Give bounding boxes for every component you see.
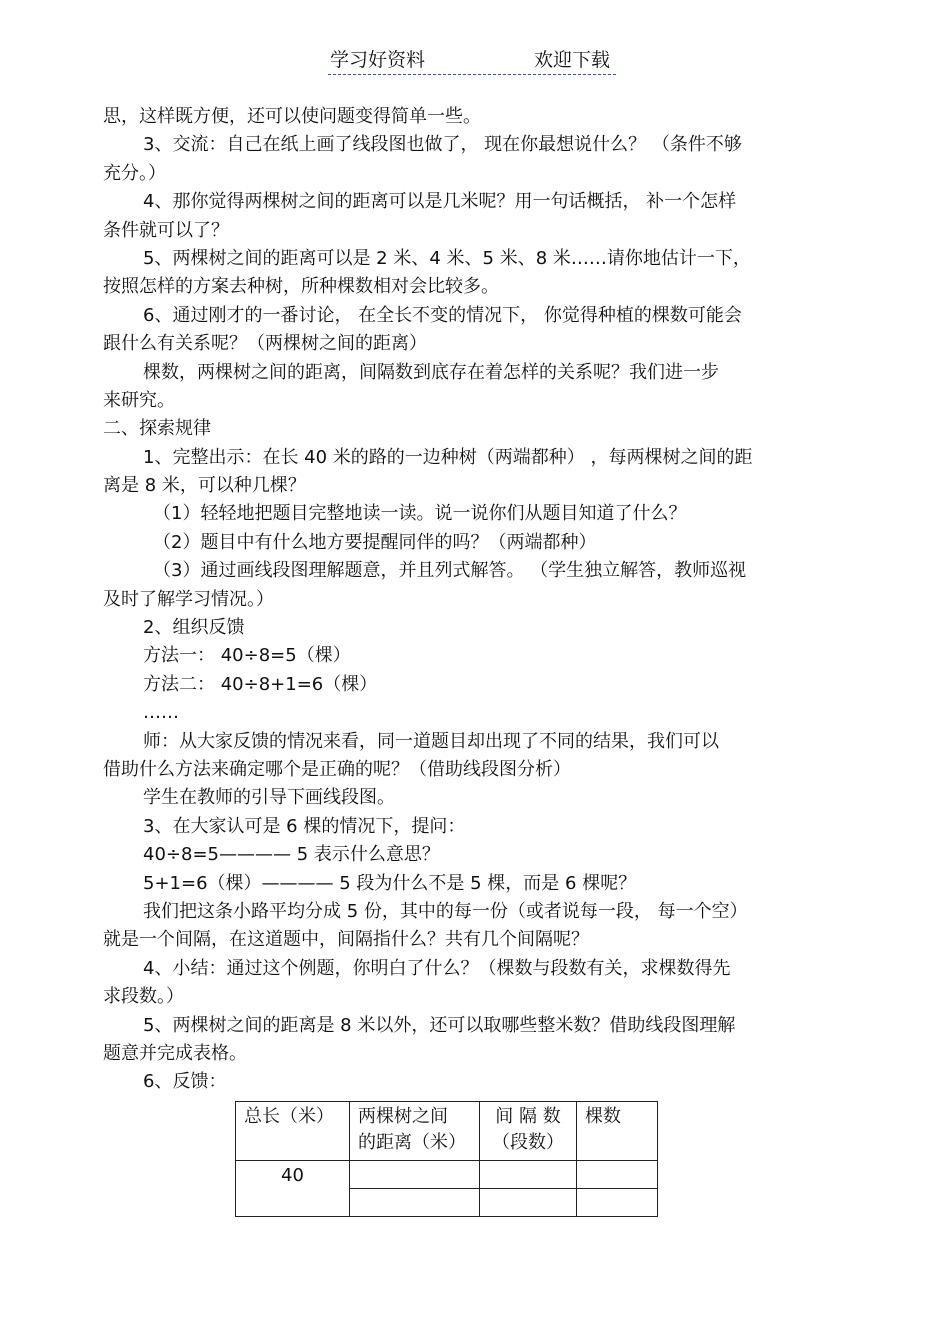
text-line: 学生在教师的引导下画线段图。: [143, 787, 395, 809]
text-line: 师：从大家反馈的情况来看，同一道题目却出现了不同的结果，我们可以: [143, 730, 719, 752]
table-cell: [350, 1189, 480, 1217]
text-line: ……: [143, 702, 179, 724]
text-line: 跟什么有关系呢？（两棵树之间的距离）: [103, 333, 427, 355]
table-row: [236, 1161, 658, 1189]
text-line: 6、反馈：: [143, 1071, 227, 1093]
text-line: （1）轻轻地把题目完整地读一读。说一说你们从题目知道了什么？: [153, 503, 687, 525]
header-line: （段数）: [492, 1132, 564, 1153]
total-length-cell: 40: [236, 1161, 350, 1217]
header-line: 棵数: [585, 1106, 621, 1127]
text-line: 充分。）: [103, 162, 166, 184]
text-line: 棵数，两棵树之间的距离，间隔数到底存在着怎样的关系呢？我们进一步: [143, 361, 719, 383]
text-line: 2、组织反馈: [143, 617, 245, 639]
text-line: 题意并完成表格。: [103, 1042, 247, 1064]
table-header-cell: [577, 1102, 658, 1161]
text-line: 4、那你觉得两棵树之间的距离可以是几米呢？用一句话概括， 补一个怎样: [143, 191, 737, 213]
header-left-text: 学习好资料: [330, 49, 426, 71]
section-heading: 二、探索规律: [103, 418, 211, 440]
text-line: 4、小结：通过这个例题，你明白了什么？（棵数与段数有关，求棵数得先: [143, 957, 731, 979]
text-line: 6、通过刚才的一番讨论， 在全长不变的情况下， 你觉得种植的棵数可能会: [143, 304, 742, 326]
text-line: 借助什么方法来确定哪个是正确的呢？（借助线段图分析）: [103, 758, 571, 780]
text-line: 3、在大家认可是 6 棵的情况下，提问：: [143, 815, 466, 837]
table-cell: [577, 1161, 658, 1189]
text-line: 40÷8=5———— 5 表示什么意思？: [143, 844, 440, 866]
header-line: 间 隔 数: [495, 1106, 561, 1127]
table-header-row: [236, 1102, 658, 1161]
text-line: 条件就可以了？: [103, 219, 229, 241]
table-cell: [350, 1161, 480, 1189]
text-line: 按照怎样的方案去种树，所种棵数相对会比较多。: [103, 276, 499, 298]
header-right-text: 欢迎下载: [534, 49, 611, 71]
table-cell: [577, 1189, 658, 1217]
text-line: 方法二： 40÷8+1=6（棵）: [143, 673, 378, 695]
text-line: 5、两棵树之间的距离是 8 米以外，还可以取哪些整米数？借助线段图理解: [143, 1014, 736, 1036]
text-line: （2）题目中有什么地方要提醒同伴的吗？（两端都种）: [153, 531, 597, 553]
feedback-table: [235, 1101, 658, 1217]
table-header-cell: [350, 1102, 480, 1161]
table-header-cell: [236, 1102, 350, 1161]
document-body: [103, 103, 845, 1097]
text-line: 3、交流：自己在纸上画了线段图也做了， 现在你最想说什么？ （条件不够: [143, 134, 742, 156]
text-line: 来研究。: [103, 389, 175, 411]
header-line: 两棵树之间: [358, 1106, 448, 1127]
text-line: 方法一： 40÷8=5（棵）: [143, 645, 351, 667]
text-line: 5+1=6（棵）———— 5 段为什么不是 5 棵，而是 6 棵呢？: [143, 872, 637, 894]
text-line: 我们把这条小路平均分成 5 份，其中的每一份（或者说每一段， 每一个空）: [143, 900, 748, 922]
text-line: 求段数。）: [103, 986, 184, 1008]
text-line: （3）通过画线段图理解题意，并且列式解答。 （学生独立解答，教师巡视: [153, 560, 747, 582]
text-line: 1、完整出示：在长 40 米的路的一边种树（两端都种） ，每两棵树之间的距: [143, 446, 753, 468]
table-cell: [480, 1161, 577, 1189]
table-cell: [480, 1189, 577, 1217]
header-line: 总长（米）: [244, 1106, 334, 1127]
text-line: 就是一个间隔，在这道题中，间隔指什么？共有几个间隔呢？: [103, 929, 589, 951]
text-line: 离是 8 米，可以种几棵？: [103, 475, 306, 497]
page-header: [328, 48, 616, 75]
text-line: 及时了解学习情况。）: [103, 588, 274, 610]
text-line: 思，这样既方便，还可以使问题变得简单一些。: [103, 106, 481, 127]
header-line: 的距离（米）: [358, 1132, 466, 1153]
table-header-cell: [480, 1102, 577, 1161]
text-line: 5、两棵树之间的距离可以是 2 米、4 米、5 米、8 米……请你地估计一下，: [143, 247, 751, 269]
